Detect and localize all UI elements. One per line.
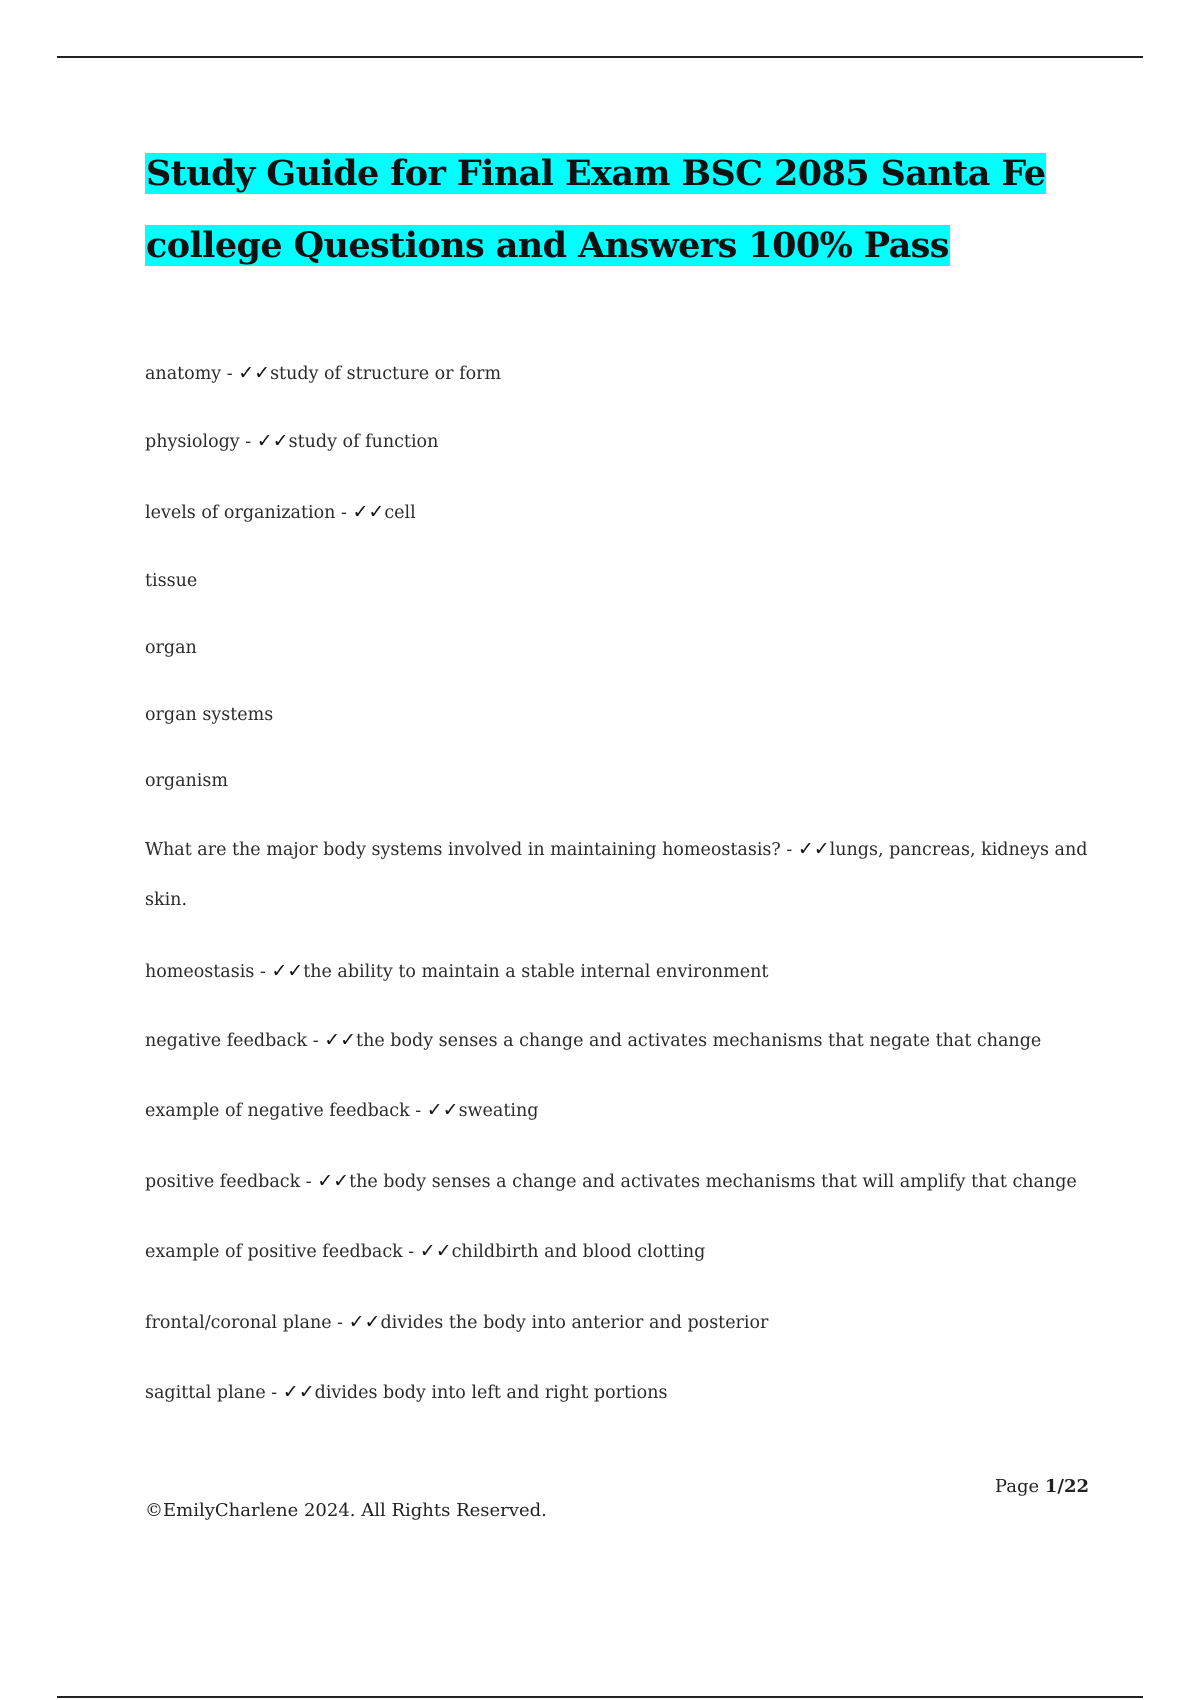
entry-term: What are the major body systems involved in maintaining homeostasis? bbox=[145, 840, 781, 860]
page-label: Page bbox=[994, 1476, 1045, 1497]
entry-term: example of positive feedback bbox=[145, 1242, 403, 1262]
qa-entry bbox=[145, 1297, 1095, 1348]
page-total: /22 bbox=[1057, 1476, 1089, 1497]
double-check-icon: ✓✓ bbox=[352, 501, 385, 523]
entry-separator: - bbox=[239, 432, 257, 452]
qa-entry bbox=[145, 416, 1095, 467]
double-check-icon: ✓✓ bbox=[426, 1099, 459, 1121]
double-check-icon: ✓✓ bbox=[256, 430, 289, 452]
double-check-icon: ✓✓ bbox=[419, 1240, 452, 1262]
entry-separator: - bbox=[335, 503, 353, 523]
entry-term: physiology bbox=[145, 432, 240, 452]
list-item: tissue bbox=[145, 571, 198, 591]
double-check-icon: ✓✓ bbox=[238, 362, 271, 384]
entry-term: frontal/coronal plane bbox=[145, 1313, 332, 1333]
double-check-icon: ✓✓ bbox=[324, 1029, 357, 1051]
qa-entry bbox=[145, 487, 1095, 538]
list-item: organ systems bbox=[145, 705, 274, 725]
entry-separator: - bbox=[780, 840, 798, 860]
qa-entry bbox=[145, 1085, 1095, 1136]
qa-entry bbox=[145, 946, 1095, 997]
entry-term: sagittal plane bbox=[145, 1383, 266, 1403]
entry-answer: cell bbox=[384, 503, 416, 523]
entry-answer: the body senses a change and activates mechanisms that negate that change bbox=[356, 1031, 1042, 1051]
title-line-2: college Questions and Answers 100% Pass bbox=[146, 225, 949, 266]
top-rule bbox=[57, 56, 1143, 58]
entry-answer: the ability to maintain a stable internal environment bbox=[303, 962, 769, 982]
entry-answer: the body senses a change and activates mechanisms that will amplify that change bbox=[349, 1172, 1077, 1192]
qa-entry bbox=[145, 1156, 1095, 1207]
qa-entry bbox=[145, 348, 1095, 399]
list-item: organism bbox=[145, 771, 228, 791]
entry-separator: - bbox=[409, 1101, 427, 1121]
entry-separator: - bbox=[402, 1242, 420, 1262]
double-check-icon: ✓✓ bbox=[797, 838, 830, 860]
qa-entry bbox=[145, 824, 1095, 925]
entry-answer: sweating bbox=[458, 1101, 539, 1121]
title-line-1: Study Guide for Final Exam BSC 2085 Santa Fe bbox=[146, 153, 1046, 194]
document-title bbox=[145, 138, 1105, 282]
entry-separator: - bbox=[265, 1383, 283, 1403]
entry-answer: study of function bbox=[288, 432, 439, 452]
entry-separator: - bbox=[307, 1031, 325, 1051]
entry-term: example of negative feedback bbox=[145, 1101, 410, 1121]
double-check-icon: ✓✓ bbox=[348, 1311, 381, 1333]
entry-term: homeostasis bbox=[145, 962, 255, 982]
qa-entry bbox=[145, 1367, 1095, 1418]
entry-term: positive feedback bbox=[145, 1172, 301, 1192]
entry-separator: - bbox=[221, 364, 239, 384]
qa-entry bbox=[145, 1015, 1095, 1066]
entry-answer: lungs, pancreas, kidneys and skin. bbox=[145, 840, 1088, 910]
entry-term: negative feedback bbox=[145, 1031, 308, 1051]
entry-term: levels of organization bbox=[145, 503, 336, 523]
bottom-rule bbox=[57, 1696, 1143, 1698]
double-check-icon: ✓✓ bbox=[271, 960, 304, 982]
double-check-icon: ✓✓ bbox=[317, 1170, 350, 1192]
entry-answer: divides the body into anterior and posterior bbox=[380, 1313, 769, 1333]
entry-answer: study of structure or form bbox=[270, 364, 502, 384]
entry-answer: childbirth and blood clotting bbox=[451, 1242, 706, 1262]
entry-separator: - bbox=[331, 1313, 349, 1333]
entry-term: anatomy bbox=[145, 364, 222, 384]
page-number bbox=[995, 1476, 1089, 1497]
double-check-icon: ✓✓ bbox=[282, 1381, 315, 1403]
entry-answer: divides body into left and right portions bbox=[314, 1383, 668, 1403]
entry-separator: - bbox=[254, 962, 272, 982]
page-current: 1 bbox=[1044, 1476, 1058, 1497]
entry-separator: - bbox=[300, 1172, 318, 1192]
qa-entry bbox=[145, 1226, 1095, 1277]
list-item: organ bbox=[145, 638, 197, 658]
copyright-notice: ©EmilyCharlene 2024. All Rights Reserved. bbox=[145, 1500, 547, 1521]
